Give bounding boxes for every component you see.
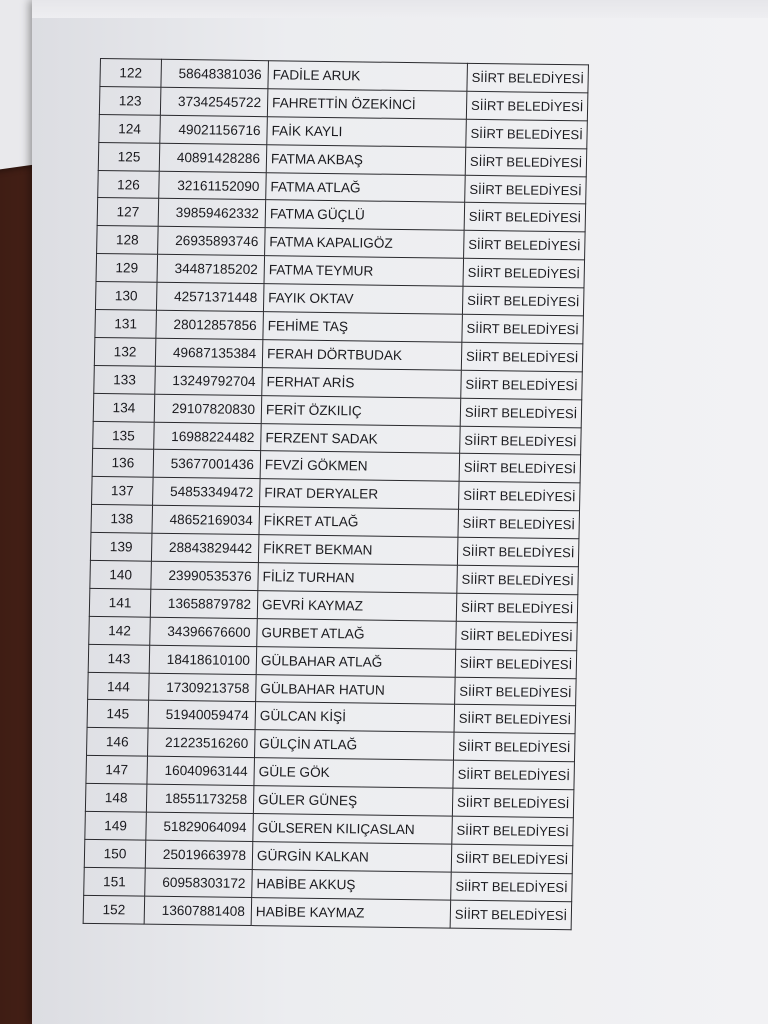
person-name: FADİLE ARUK — [268, 61, 468, 91]
person-name: FATMA TEYMUR — [264, 256, 464, 286]
id-number: 49687135384 — [155, 338, 263, 367]
institution: SİİRT BELEDİYESİ — [453, 733, 575, 762]
personnel-table — [83, 58, 590, 930]
id-number: 16988224482 — [154, 422, 262, 451]
id-number: 18418610100 — [149, 645, 257, 674]
row-number: 136 — [92, 449, 154, 478]
row-number: 141 — [89, 588, 151, 617]
institution: SİİRT BELEDİYESİ — [460, 426, 582, 455]
institution: SİİRT BELEDİYESİ — [451, 844, 573, 873]
institution: SİİRT BELEDİYESİ — [461, 342, 583, 371]
institution: SİİRT BELEDİYESİ — [466, 119, 588, 148]
id-number: 54853349472 — [153, 478, 261, 507]
person-name: HABİBE KAYMAZ — [251, 897, 451, 927]
person-name: FEVZİ GÖKMEN — [260, 451, 460, 481]
row-number: 144 — [88, 672, 150, 701]
id-number: 13658879782 — [150, 589, 258, 618]
person-name: GÜLBAHAR HATUN — [256, 674, 456, 704]
row-number: 152 — [83, 895, 145, 924]
person-name: FAYIK OKTAV — [263, 284, 463, 314]
row-number: 125 — [98, 142, 160, 171]
person-name: FERİT ÖZKILIÇ — [261, 395, 461, 425]
person-name: GURBET ATLAĞ — [257, 618, 457, 648]
id-number: 40891428286 — [159, 143, 267, 172]
id-number: 17309213758 — [149, 673, 257, 702]
person-name: HABİBE AKKUŞ — [252, 869, 452, 899]
id-number: 34487185202 — [157, 254, 265, 283]
id-number: 26935893746 — [158, 227, 266, 256]
row-number: 130 — [95, 282, 157, 311]
table-body — [83, 59, 589, 930]
paper-top-edge — [32, 0, 768, 18]
person-name: GÜRGİN KALKAN — [252, 841, 452, 871]
id-number: 28012857856 — [156, 310, 264, 339]
row-number: 150 — [84, 839, 146, 868]
id-number: 16040963144 — [147, 756, 255, 785]
institution: SİİRT BELEDİYESİ — [459, 454, 581, 483]
person-name: GÜLER GÜNEŞ — [253, 786, 453, 816]
row-number: 151 — [84, 867, 146, 896]
row-number: 133 — [94, 365, 156, 394]
institution: SİİRT BELEDİYESİ — [454, 705, 576, 734]
person-name: FIRAT DERYALER — [260, 479, 460, 509]
person-name: FATMA ATLAĞ — [266, 172, 466, 202]
row-number: 137 — [92, 477, 154, 506]
id-number: 25019663978 — [145, 840, 253, 869]
id-number: 42571371448 — [156, 282, 264, 311]
id-number: 51829064094 — [146, 812, 254, 841]
id-number: 53677001436 — [153, 450, 261, 479]
row-number: 142 — [89, 616, 151, 645]
id-number: 34396676600 — [150, 617, 258, 646]
person-name: FAHRETTİN ÖZEKİNCİ — [267, 89, 467, 119]
institution: SİİRT BELEDİYESİ — [456, 621, 578, 650]
id-number: 29107820830 — [154, 394, 262, 423]
institution: SİİRT BELEDİYESİ — [451, 872, 573, 901]
row-number: 146 — [86, 728, 148, 757]
row-number: 148 — [85, 784, 147, 813]
institution: SİİRT BELEDİYESİ — [457, 565, 579, 594]
row-number: 131 — [95, 309, 157, 338]
institution: SİİRT BELEDİYESİ — [461, 370, 583, 399]
id-number: 48652169034 — [152, 505, 260, 534]
row-number: 147 — [86, 756, 148, 785]
person-name: FİKRET ATLAĞ — [259, 507, 459, 537]
institution: SİİRT BELEDİYESİ — [467, 63, 589, 92]
id-number: 23990535376 — [151, 561, 259, 590]
institution: SİİRT BELEDİYESİ — [465, 147, 587, 176]
institution: SİİRT BELEDİYESİ — [455, 677, 577, 706]
institution: SİİRT BELEDİYESİ — [462, 286, 584, 315]
row-number: 143 — [88, 644, 150, 673]
institution: SİİRT BELEDİYESİ — [452, 788, 574, 817]
row-number: 122 — [100, 59, 162, 88]
row-number: 126 — [98, 170, 160, 199]
id-number: 32161152090 — [159, 171, 267, 200]
institution: SİİRT BELEDİYESİ — [456, 593, 578, 622]
id-number: 51940059474 — [148, 701, 256, 730]
row-number: 145 — [87, 700, 149, 729]
document-sheet — [83, 58, 590, 930]
id-number: 13249792704 — [155, 366, 263, 395]
row-number: 140 — [90, 560, 152, 589]
institution: SİİRT BELEDİYESİ — [460, 398, 582, 427]
person-name: FİLİZ TURHAN — [258, 563, 458, 593]
institution: SİİRT BELEDİYESİ — [452, 816, 574, 845]
row-number: 149 — [85, 811, 147, 840]
institution: SİİRT BELEDİYESİ — [457, 537, 579, 566]
person-name: GÜLSEREN KILIÇASLAN — [253, 814, 453, 844]
row-number: 128 — [97, 226, 159, 255]
id-number: 60958303172 — [145, 868, 253, 897]
row-number: 134 — [93, 393, 155, 422]
person-name: FİKRET BEKMAN — [258, 535, 458, 565]
row-number: 127 — [97, 198, 159, 227]
person-name: GÜLÇİN ATLAĞ — [254, 730, 454, 760]
table-row — [83, 895, 572, 929]
id-number: 21223516260 — [147, 729, 255, 758]
person-name: FEHİME TAŞ — [263, 312, 463, 342]
institution: SİİRT BELEDİYESİ — [459, 482, 581, 511]
institution: SİİRT BELEDİYESİ — [464, 231, 586, 260]
person-name: GÜLCAN KİŞİ — [255, 702, 455, 732]
person-name: FATMA AKBAŞ — [266, 144, 466, 174]
id-number: 13607881408 — [144, 896, 252, 925]
person-name: GEVRİ KAYMAZ — [257, 591, 457, 621]
person-name: FERHAT ARİS — [262, 367, 462, 397]
institution: SİİRT BELEDİYESİ — [462, 314, 584, 343]
row-number: 123 — [99, 86, 161, 115]
id-number: 39859462332 — [158, 199, 266, 228]
person-name: FERZENT SADAK — [261, 423, 461, 453]
row-number: 129 — [96, 254, 158, 283]
institution: SİİRT BELEDİYESİ — [453, 760, 575, 789]
institution: SİİRT BELEDİYESİ — [465, 175, 587, 204]
institution: SİİRT BELEDİYESİ — [458, 509, 580, 538]
institution: SİİRT BELEDİYESİ — [466, 91, 588, 120]
row-number: 138 — [91, 505, 153, 534]
id-number: 28843829442 — [151, 533, 259, 562]
person-name: FATMA GÜÇLÜ — [265, 200, 465, 230]
institution: SİİRT BELEDİYESİ — [463, 259, 585, 288]
row-number: 139 — [90, 533, 152, 562]
person-name: FERAH DÖRTBUDAK — [262, 340, 462, 370]
id-number: 49021156716 — [160, 115, 268, 144]
person-name: FAİK KAYLI — [267, 116, 467, 146]
id-number: 18551173258 — [146, 784, 254, 813]
id-number: 58648381036 — [161, 59, 269, 88]
person-name: FATMA KAPALIGÖZ — [265, 228, 465, 258]
institution: SİİRT BELEDİYESİ — [450, 900, 572, 929]
institution: SİİRT BELEDİYESİ — [464, 203, 586, 232]
row-number: 135 — [93, 421, 155, 450]
person-name: GÜLE GÖK — [254, 758, 454, 788]
row-number: 124 — [99, 114, 161, 143]
person-name: GÜLBAHAR ATLAĞ — [256, 646, 456, 676]
id-number: 37342545722 — [160, 87, 268, 116]
institution: SİİRT BELEDİYESİ — [455, 649, 577, 678]
row-number: 132 — [94, 337, 156, 366]
